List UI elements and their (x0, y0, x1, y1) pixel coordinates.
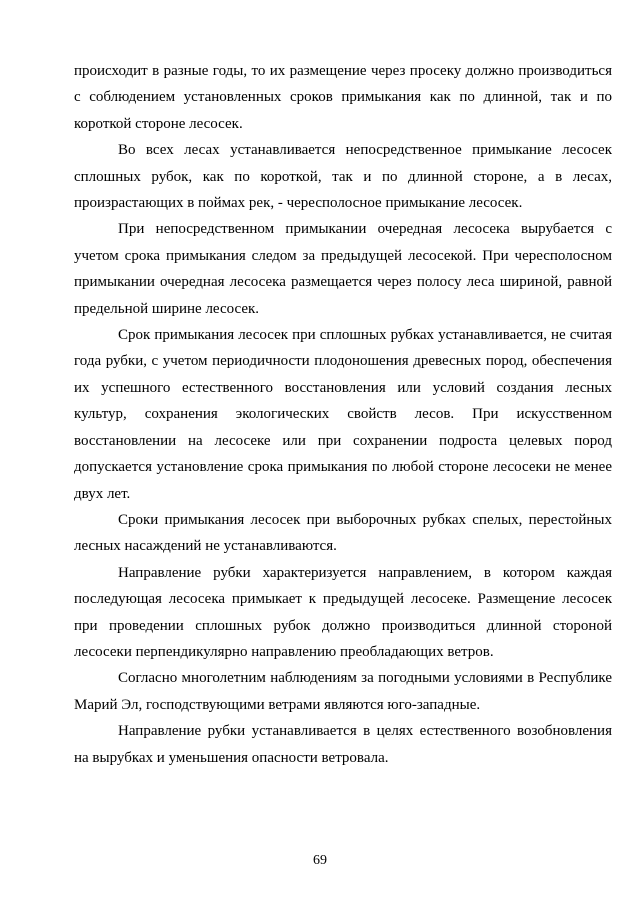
paragraph-selective-felling: Сроки примыкания лесосек при выборочных рубках спелых, перестойных лесных насаждений не устанавливаются. (74, 511, 612, 555)
paragraph-direct-adjacency: При непосредственном примыкании очередная лесосека вырубается с учетом срока примыкания следом за предыдущей лесосекой. При чересполосном примыкании очередная лесосека размещается через полосу леса шириной, равной предельной ширине лесосек. (74, 221, 612, 317)
page-number: 69 (313, 853, 327, 868)
paragraph-felling-direction: Направление рубки характеризуется направлением, в котором каждая последующая лесосека примыкает к предыдущей лесосеке. Размещение лесосек при проведении сплошных рубок должно производиться длинной стороной лесосеки перпендикулярно направлению преобладающих ветров. (74, 564, 612, 660)
paragraph-adjacency-types: Во всех лесах устанавливается непосредственное примыкание лесосек сплошных рубок, как по короткой, так и по длинной стороне, а в лесах, произрастающих в поймах рек, - чересполосное примыкание лесосек. (74, 142, 612, 212)
document-page (74, 58, 612, 771)
paragraph-prevailing-winds: Согласно многолетним наблюдениям за погодными условиями в Республике Марий Эл, господствующими ветрами являются юго-западные. (74, 670, 612, 713)
paragraph-continuation: происходит в разные годы, то их размещение через просеку должно производиться с соблюдением установленных сроков примыкания как по длинной, так и по короткой стороне лесосек. (74, 63, 612, 132)
paragraph-adjacency-period: Срок примыкания лесосек при сплошных рубках устанавливается, не считая года рубки, с учетом периодичности плодоношения древесных пород, обеспечения их успешного естественного восстановления или условий создания лесных культур, сохранения экологических свойств лесов. При искусственном восстановлении на лесосеке или при сохранении подроста целевых пород допускается установление срока примыкания по любой стороне лесосеки не менее двух лет. (74, 327, 612, 502)
paragraph-direction-purpose: Направление рубки устанавливается в целях естественного возобновления на вырубках и уменьшения опасности ветровала. (74, 723, 612, 766)
